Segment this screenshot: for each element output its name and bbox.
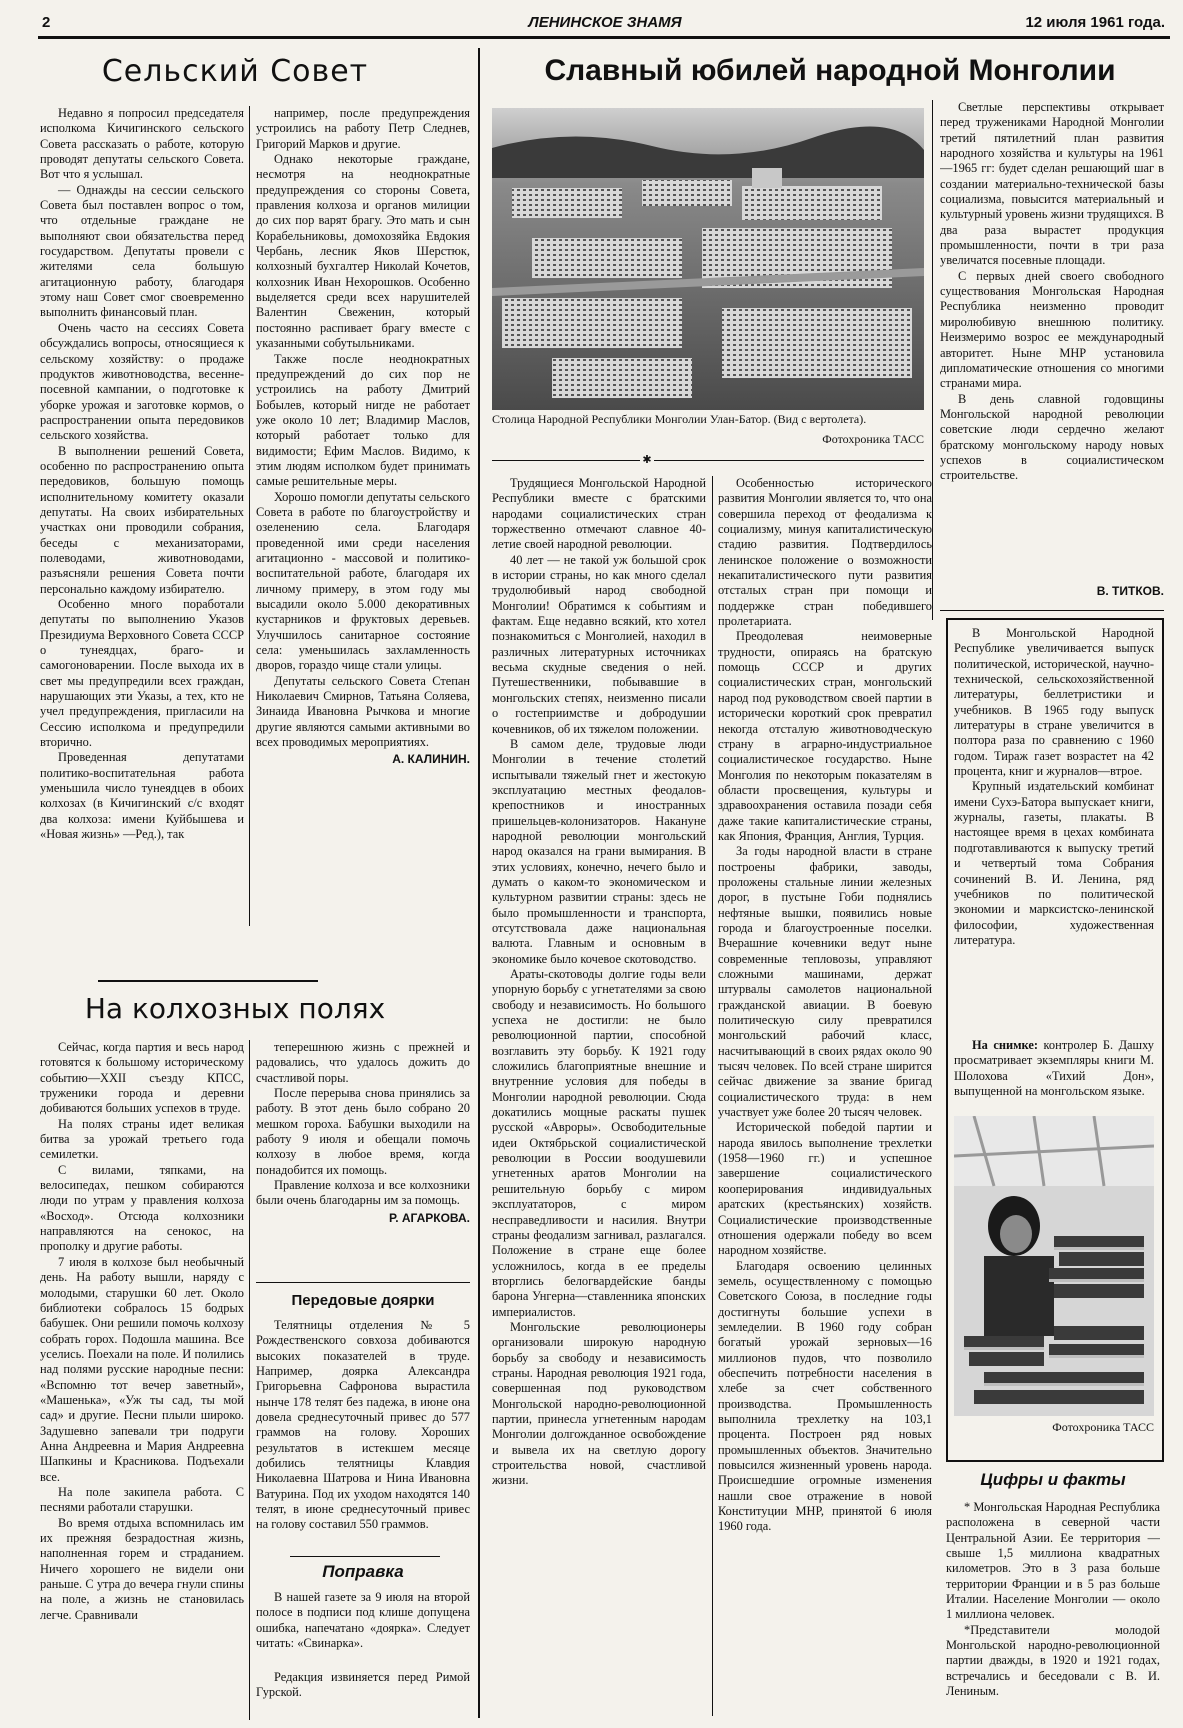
selsovet-paragraph: Хорошо помогли депутаты сельского Совета в работе по благоустройству и озеленению села. Благодаря проведенной ими среди населения агитационно - массовой и политико-воспитательной работе, благодаря их личному примеру, в этом году мы высадили около 5.000 декоративных кустарников и фруктовых деревьев. Улучшилось санитарное состояние села: уменьшилась захламленность дворов, гораздо чище стали улицы. <box>256 489 470 673</box>
selsovet-paragraph: например, после предупреждения устроились на работу Петр Следнев, Григорий Марков и другие. <box>256 106 470 151</box>
selsovet-paragraph: Депутаты сельского Совета Степан Николаевич Смирнов, Татьяна Соляева, Зинаида Ивановна Рычкова и многие другие являются самыми активными во всех проводимых мероприятиях. <box>256 673 470 750</box>
mongolia-paragraph: Благодаря освоению целинных земель, осуществленному с помощью Советского Союза, в последние годы достигнуты большие успехи в земледелии. В 1960 году собран богатый урожай зерновых—16 миллионов пудов, что позволило обеспечить потребности населения в хлебе за счет собственного производства. Промышленность выполнила трехлетку на 103,1 процента. Построен ряд новых промышленных объектов. Значительно повысился жизненный уровень народа. Происшедшие огромные изменения нашли свое отражение в новой Конституции МНР, принятой 6 июля 1960 года. <box>718 1258 932 1534</box>
selsovet-paragraph: Особенно много поработали депутаты по выполнению Указов Президиума Верховного Совета СССР о тунеядцах, браго- и самогоноварении. После выхода их в свет мы предупредили всех граждан, нарушающих эти Указы, а тех, кто не учел предупреждения, пригласили на Сессию исполкома и предупредили вторично. <box>40 597 244 750</box>
kolhoz-paragraph: На полях страны идет великая битва за урожай третьего года семилетки. <box>40 1116 244 1162</box>
section-rule <box>940 610 1164 611</box>
selsovet-paragraph: Также после неоднократных предупреждений до сих пор не устроились на работу Дмитрий Бобылев, который нигде не работает уже около 10 лет; Владимир Маслов, который работает только для видимости; Ефим Маслов. Видимо, к этим людям исполком будет принимать самые решительные меры. <box>256 351 470 489</box>
book-box <box>946 618 1164 1462</box>
mongolia-paragraph: 40 лет — не такой уж большой срок в истории страны, но как много сделал трудолюбивый народ свободной Монголии! Обратимся к событиям и фактам. Еще недавно всякий, кто хотел познакомиться с Монголией, находил в различных литературных источниках весьма скудные сведения о ней. Путешественники, побывавшие в монгольских степях, неизменно писали о гостеприимстве и добродушии кочевников, об их тяжелом положении. <box>492 552 706 736</box>
col-rule <box>249 1040 250 1720</box>
col-rule <box>249 106 250 926</box>
mongolia-paragraph: Особенностью исторического развития Монголии является то, что она совершила переход от феодализма к социализму, минуя капиталистическую стадию развития. Подтвердилось ленинское положение о возможности некапиталистического пути развития отсталых стран при помощи и поддержке стран победившего пролетариата. <box>718 476 932 629</box>
mongolia-col-1 <box>492 476 706 1716</box>
col-rule <box>712 476 713 1716</box>
mongolia-paragraph: В день славной годовщины Монгольской народной революции советские люди сердечно желают братскому монгольскому народу новых успехов в социалистическом строительстве. <box>940 391 1164 483</box>
photo-caption: Столица Народной Республики Монголии Улан-Батор. (Вид с вертолета). <box>492 412 867 426</box>
book-box-text <box>954 626 1154 1036</box>
selsovet-paragraph: В выполнении решений Совета, особенно по распространению опыта передовиков, большую помощь исполнительному комитету оказали депутаты. На своих избирательных участках они проводили собрания, беседы с механизаторами, полеводами, животноводами, разъясняли решения Совета почти персонально каждому избирателю. <box>40 443 244 596</box>
selsovet-title: Сельский Совет <box>101 54 369 89</box>
column-divider <box>478 48 480 1718</box>
paper-name: ЛЕНИНСКОЕ ЗНАМЯ <box>528 14 682 31</box>
kolhoz-paragraph: На поле закипела работа. С песнями работали старушки. <box>40 1484 244 1515</box>
popravka-title: Поправка <box>322 1562 404 1581</box>
photo-lead: На снимке: <box>972 1038 1038 1052</box>
selsovet-paragraph: Проведенная депутатами политико-воспитательная работа уменьшила число тунеядцев в обоих колхозах (в Кичигинский с/с входят два колхоза: имени Куйбышева и «Новая жизнь» —Ред.), так <box>40 750 244 842</box>
popravka-text: В нашей газете за 9 июля на второй полосе в подписи под клише допущена ошибка, напечатано «доярка». Следует читать: «Свинарка». <box>256 1590 470 1651</box>
masthead-rule <box>38 36 1170 39</box>
kolhoz-paragraph: С вилами, тяпками, на велосипедах, пешком собираются люди по утрам у правления колхоза «Восход». Отсюда колхозники направляются на сенокос, на прополку и другие работы. <box>40 1162 244 1254</box>
mongolia-paragraph: Монгольские революционеры организовали широкую народную борьбу за свободу и независимость страны. Народная революция 1921 года, совершенная под руководством Монгольской народно-революционной партии, принесла угнетенным народам Монголии долгожданное освобождение и вывела их на светлую дорогу строительства новой, счастливой жизни. <box>492 1319 706 1488</box>
section-rule <box>492 460 924 461</box>
kolhoz-paragraph: 7 июля в колхозе был необычный день. На работу вышли, наряду с молодыми, старушки 60 лет. Около библиотеки собралось 15 бодрых бабушек. Они решили помочь колхозу собрать горох. Подошла машина. Все уселись. Поехали на поле. И полились над полями русские народные песни: «Вспомню тот вечер заветный», «Машенька», «Уж ты сад, ты мой сад» и другие. Песни плыли широко. Задушевно запевали три подруги Анна Андреевна и Мария Андреевна Шапкины и Красникова. Подъехали все. <box>40 1254 244 1484</box>
selsovet-col-2 <box>256 106 470 951</box>
doyarki-text: Телятницы отделения № 5 Рождественского совхоза добиваются высоких показателей в труде. Например, доярка Александра Григорьевна Сафронова вырастила нынче 178 телят без падежа, в июне она довела среднесуточный привес до 577 граммов на голову. Хороших результатов в истекшем месяце добились телятницы Клавдия Николаевна Шатрова и Нина Ивановна Ватурина. Под их уходом находятся 140 телят, в июне среднесуточный привес на голову составил 550 граммов. <box>256 1318 470 1532</box>
popravka-apology: Редакция извиняется перед Римой Гурской. <box>256 1670 470 1700</box>
kolhoz-title: На колхозных полях <box>84 992 386 1025</box>
facts-paragraph: *Представители молодой Монгольской народно-революционной партии дважды, в 1920 и 1921 годах, встречались и беседовали с В. И. Лениным. <box>946 1622 1160 1699</box>
book-box-paragraph: В Монгольской Народной Республике увеличивается выпуск политической, исторической, научно-технической, сельскохозяйственной литературы, беллетристики и учебников. В 1965 году выпуск литературы в стране увеличится в полтора раза по сравнению с 1960 годом. Тираж газет возрастет на 42 процента, книг и журналов—втрое. <box>954 626 1154 779</box>
selsovet-col-1 <box>40 106 244 926</box>
agarkova-signature: Р. АГАРКОВА. <box>389 1210 470 1225</box>
section-rule <box>98 980 318 982</box>
titkov-signature: В. ТИТКОВ. <box>1096 584 1164 598</box>
section-rule <box>256 1282 470 1283</box>
page-number: 2 <box>42 14 51 31</box>
mongolia-paragraph: Исторической победой партии и народа явилось выполнение трехлетки (1958—1960 гг.) и успешное завершение социалистического кооперирования индивидуальных аратских (крестьянских) хозяйств. Социалистические производственные отношения одержали победу во всем народном хозяйстве. <box>718 1120 932 1258</box>
kolhoz-paragraph: Правление колхоза и все колхозники были очень благодарны им за помощь. <box>256 1178 470 1208</box>
kolhoz-paragraph: Во время отдыха вспомнилась им их прежняя безрадостная жизнь, наполненная горем и страданием. Ничего хорошего не видели они раньше. С утра до вечера гнули спины на поле, а жизнь не становилась легче. Сравнивали <box>40 1515 244 1622</box>
mongolia-paragraph: Араты-скотоводы долгие годы вели упорную борьбу с угнетателями за свою свободу и независимость. Но большого успеха не достигли: не было революционной партии, способной возглавить эту борьбу. К 1921 году сложились благоприятные внешние и внутренние условия для победы в Монголии народной революции. Сюда докатились мощные раскаты пушек русской «Авроры». Освободительные идеи Октябрьской социалистической революции в России воодушевили угнетенных аратов Монголии на решительную борьбу с миром эксплуататоров, с миром несправедливости и насилия. Внутри страны феодализм загнивал, разлагался. Положение в стране еще более усложнилось, когда в ее пределы вторглись белогвардейские банды барона Унгерна—ставленника японских империалистов. <box>492 967 706 1319</box>
book-box-paragraph: Крупный издательский комбинат имени Сухэ-Батора выпускает книги, журналы, газеты, плакаты. В настоящее время в цехах комбината подготавливаются к выпуску третий и четвертый тома Собрания сочинений В. И. Ленина, ряд учебников по политической экономии и марксистско-ленинской философии, художественная литература. <box>954 779 1154 947</box>
mongolia-paragraph: За годы народной власти в стране построены фабрики, заводы, проложены стальные линии железных дорог, в пустыне Гоби поднялись нефтяные вышки, появились новые города и благоустроенные поселки. Вчерашние кочевники ведут ныне современные тепловозы, управляют сложными машинами, держат штурвалы самолетов национальной гражданской авиации. В боевую политическую силу превратился монгольский рабочий класс, насчитывающий в своих рядах около 90 тысяч человек. По всей стране ширится сейчас движение за звание бригад социалистического труда: в нем участвует уже более 20 тысяч человек. <box>718 844 932 1120</box>
book-photo-caption <box>954 1038 1154 1110</box>
mongolia-title: Славный юбилей народной Монголии <box>544 54 1116 87</box>
section-rule <box>290 1556 440 1557</box>
mongolia-col-3 <box>940 100 1164 570</box>
book-photo-credit: Фотохроника ТАСС <box>1052 1420 1154 1434</box>
mongolia-col-2 <box>718 476 932 1716</box>
selsovet-paragraph: — Однажды на сессии сельского Совета был поставлен вопрос о том, что отдельные граждане не выполняют свои обязательства перед государством. Депутаты провели с жителями села большую агитационную работу, благодаря этому наш Совет смог своевременно выполнить финансовый план. <box>40 182 244 320</box>
mongolia-paragraph: Светлые перспективы открывает перед тружениками Народной Монголии третий пятилетний план развития народного хозяйства и культуры на 1961—1965 гг: будет сделан решающий шаг в создании материально-технической базы социализма, повысится материальный и культурный уровень жизни трудящихся. В два раза вырастет продукция промышленности, почти в три раза увеличатся посевные площади. <box>940 100 1164 268</box>
selsovet-paragraph: Очень часто на сессиях Совета обсуждались вопросы, относящиеся к сельскому хозяйству: о продаже продуктов животноводства, весенне-посевной кампании, о подготовке к уборке урожая и заготовке кормов, о распространении опыта передовиков сельского хозяйства. <box>40 320 244 443</box>
kolhoz-paragraph: Сейчас, когда партия и весь народ готовятся к большому историческому событию—XXII съезду КПСС, труженики города и деревни добиваются больших успехов в труде. <box>40 1040 244 1116</box>
ulan-bator-photo <box>492 108 924 410</box>
selsovet-paragraph: Однако некоторые граждане, несмотря на неоднократные предупреждения со стороны Совета, правления колхоза и органов милиции до сих пор варят брагу. Это мать и сын Корабельниковы, домохозяйка Евдокия Чербань, лесник Яков Шерстюк, колхозный бухгалтер Николай Кочетов, колхозник Иван Нехорошков. Особенно выделяется среди всех нарушителей Валентин Свеженин, который постоянно распивает брагу вместе с указанными собутыльниками. <box>256 152 470 351</box>
issue-date: 12 июля 1961 года. <box>1025 14 1165 31</box>
facts-list <box>946 1500 1160 1720</box>
kolhoz-paragraph: теперешнюю жизнь с прежней и радовались, что удалось дожить до счастливой поры. <box>256 1040 470 1085</box>
photo-credit: Фотохроника ТАСС <box>822 432 924 446</box>
star-ornament: ✱ <box>640 453 654 466</box>
kolhoz-col-1 <box>40 1040 244 1720</box>
facts-paragraph: * Монгольская Народная Республика расположена в северной части Центральной Азии. Ее территория — свыше 1,5 миллиона квадратных километров. Это в 3 раза больше территории Франции и в 5 раз больше Италии. Население Монголии — около 1 миллиона человек. <box>946 1500 1160 1622</box>
col-rule <box>932 100 933 620</box>
doyarki-title: Передовые доярки <box>291 1292 435 1309</box>
mongolia-paragraph: В самом деле, трудовые люди Монголии в течение столетий испытывали тяжелый гнет и жестокую эксплуатацию местных феодалов-крепостников и иностранных пришельцев-колонизаторов. Накануне народной революции монгольский народ оказался на грани вымирания. В этих условиях, конечно, нечего было и думать о каком-то экономическом и культурном развитии страны: здесь не было промышленности и транспорта, отсутствовала даже национальная валюта. Главным и основным в экономике было кочевое скотоводство. <box>492 736 706 966</box>
kolhoz-col-2 <box>256 1040 470 1280</box>
kalinin-signature: А. КАЛИНИН. <box>392 752 470 767</box>
book-control-photo <box>954 1116 1154 1416</box>
worker-with-books-image <box>954 1116 1154 1416</box>
facts-title: Цифры и факты <box>980 1470 1126 1489</box>
mongolia-paragraph: Преодолевая неимоверные трудности, опираясь на братскую помощь СССР и других социалистических стран, монгольский народ под руководством своей партии в исторически короткий срок превратил некогда отсталую животноводческую страну в аграрно-индустриальное социалистическое государство. Ныне Монголия по некоторым показателям в области просвещения, культуры и здравоохранения оставила позади себя даже такие капиталистические страны, как Япония, Франция, Англия, Турция. <box>718 629 932 843</box>
city-aerial-image <box>492 108 924 410</box>
mongolia-paragraph: С первых дней своего свободного существования Монгольская Народная Республика неизменно проводит миролюбивую внешнюю политику. Неизмеримо возрос ее международный авторитет. Ныне МНР установила дипломатические отношения со многими странами мира. <box>940 268 1164 391</box>
mongolia-paragraph: Трудящиеся Монгольской Народной Республики вместе с братскими народами социалистических стран торжественно отмечают славное 40-летие своей народной революции. <box>492 476 706 552</box>
selsovet-paragraph: Недавно я попросил председателя исполкома Кичигинского сельского Совета рассказать о работе, которую проводят депутаты сельского Совета. Вот что я услышал. <box>40 106 244 182</box>
photo-desc: контролер Б. Дашху просматривает экземпляры книги М. Шолохова «Тихий Дон», выпущенной на монгольском языке. <box>954 1038 1154 1099</box>
kolhoz-paragraph: После перерыва снова принялись за работу. В этот день было собрано 20 мешком гороха. Бабушки выходили на работу 9 июля и обещали помочь колхозу в любое время, когда понадобится их помощь. <box>256 1086 470 1177</box>
